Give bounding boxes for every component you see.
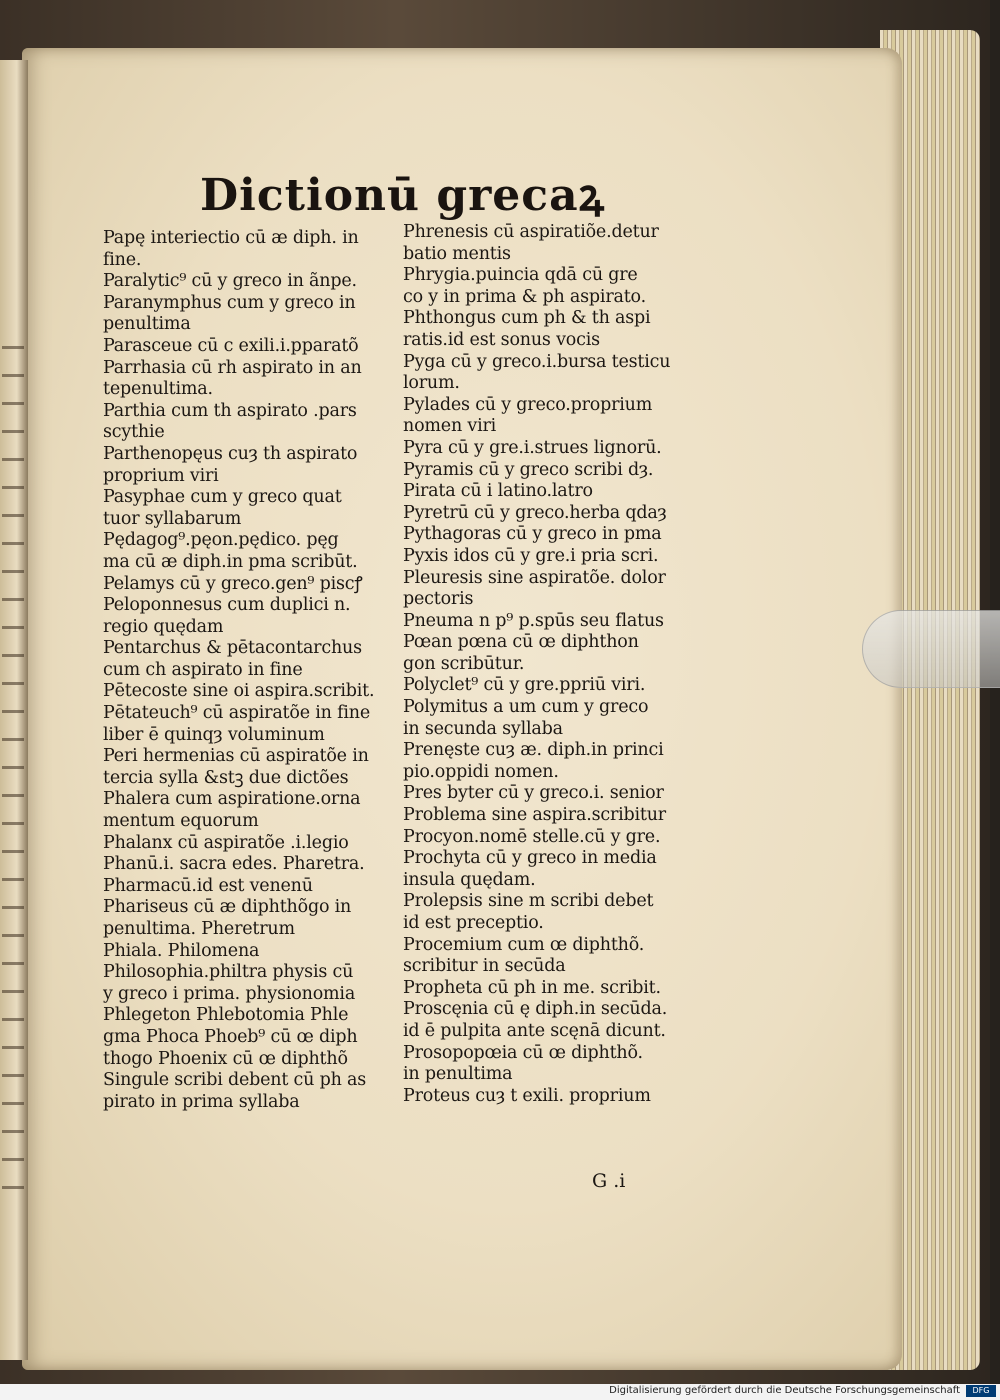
signature-mark: G .i xyxy=(592,1170,626,1192)
text-line: batio mentis xyxy=(403,243,511,264)
text-line: Pharmacū.id est venenū xyxy=(103,875,313,896)
text-line: in secunda syllaba xyxy=(403,718,563,739)
text-line: Phrenesis cū aspiratiõe.detur xyxy=(403,222,659,242)
text-line: Prosopopœia cū œ diphthõ. xyxy=(403,1042,643,1063)
text-line: Pētateuch⁹ cū aspiratõe in fine xyxy=(103,703,370,724)
text-line: Phrygia.puincia qdā cū gre xyxy=(403,265,638,286)
text-line: lorum. xyxy=(403,373,460,394)
text-line: Pentarchus & pētacontarchus xyxy=(103,638,362,659)
text-line: tuor syllabarum xyxy=(103,508,242,529)
text-line: Pędagog⁹.pęon.pędico. pęg xyxy=(103,530,339,551)
facing-page-text xyxy=(2,330,24,1190)
text-line: in penultima xyxy=(403,1064,513,1085)
text-line: Peloponnesus cum duplici n. xyxy=(103,595,351,616)
text-line: fine. xyxy=(103,249,142,270)
text-line: Procyon.nomē stelle.cū y gre. xyxy=(403,826,661,847)
text-line: regio quędam xyxy=(103,616,224,637)
text-line: penultima. Pheretrum xyxy=(103,919,295,939)
text-line: gon scribūtur. xyxy=(403,653,525,674)
text-line: Paralytic⁹ cū y greco in ãnpe. xyxy=(103,271,357,292)
text-line: co y in prima & ph aspirato. xyxy=(403,286,646,307)
page-title: Dictionū grecaꝝ xyxy=(200,170,606,221)
text-line: Singule scribi debent cū ph as xyxy=(103,1070,367,1091)
text-line: thogo Phoenix cū œ diphthõ xyxy=(103,1048,348,1069)
facing-page-edge xyxy=(0,60,28,1360)
text-line: liber ē quinqȝ voluminum xyxy=(103,724,325,745)
text-line: Pyra cū y gre.i.strues lignorū. xyxy=(403,437,662,458)
text-line: Parthenopęus cuȝ th aspirato xyxy=(103,443,358,464)
page-clip xyxy=(862,610,1000,688)
text-line: nomen viri xyxy=(403,416,497,437)
text-line: pectoris xyxy=(403,589,474,610)
text-line: Pylades cū y greco.proprium xyxy=(403,394,653,415)
text-line: Prenęste cuȝ æ. diph.in princi xyxy=(403,740,664,761)
text-line: tepenultima. xyxy=(103,379,213,400)
text-line: cum ch aspirato in fine xyxy=(103,659,303,680)
text-line: ma cū æ diph.in pma scribūt. xyxy=(103,551,358,572)
right-column xyxy=(403,222,703,1107)
text-line: Phariseus cū æ diphthõgo in xyxy=(103,897,352,918)
funding-footer: Digitalisierung gefördert durch die Deutsche Forschungsgemeinschaft xyxy=(609,1385,960,1396)
text-line: Pētecoste sine oi aspira.scribit. xyxy=(103,681,375,702)
text-line: Procemium cum œ diphthõ. xyxy=(403,934,645,955)
text-line: scythie xyxy=(103,422,165,443)
text-line: Pœan pœna cū œ diphthon xyxy=(403,632,639,653)
text-line: Phanū.i. sacra edes. Pharetra. xyxy=(103,854,365,875)
text-line: Polyclet⁹ cū y gre.ppriū viri. xyxy=(403,675,646,696)
text-line: pirato in prima syllaba xyxy=(103,1091,300,1112)
text-line: Polymitus a um cum y greco xyxy=(403,697,649,718)
text-line: Proteus cuȝ t exili. proprium xyxy=(403,1085,651,1106)
text-line: mentum equorum xyxy=(103,811,259,832)
text-line: Papę interiectio cū æ diph. in xyxy=(103,228,359,248)
text-line: Pleuresis sine aspiratõe. dolor xyxy=(403,567,666,588)
text-line: Pres byter cū y greco.i. senior xyxy=(403,783,664,804)
text-line: Parasceue cū c exili.i.pparatõ xyxy=(103,335,359,356)
text-line: Pneuma n p⁹ p.spūs seu flatus xyxy=(403,610,664,631)
text-line: insula quędam. xyxy=(403,869,536,890)
text-line: Pyga cū y greco.i.bursa testicu xyxy=(403,351,671,372)
text-line: id est preceptio. xyxy=(403,913,544,933)
text-line: Phalera cum aspiratione.orna xyxy=(103,789,361,810)
text-line: Pelamys cū y greco.gen⁹ piscꝭ xyxy=(103,573,363,594)
text-line: pio.oppidi nomen. xyxy=(403,761,559,782)
text-line: Pyramis cū y greco scribi dȝ. xyxy=(403,459,654,480)
text-line: Pyxis idos cū y gre.i pria scri. xyxy=(403,545,659,566)
text-line: Phiala. Philomena xyxy=(103,940,260,961)
left-column xyxy=(103,228,403,1113)
text-line: Proscęnia cū ę diph.in secūda. xyxy=(403,999,668,1020)
text-line: Phalanx cū aspiratõe .i.legio xyxy=(103,832,349,853)
text-line: Pasyphae cum y greco quat xyxy=(103,487,342,508)
text-line: Pythagoras cū y greco in pma xyxy=(403,524,662,545)
text-line: Pirata cū i latino.latro xyxy=(403,481,593,502)
text-line: Parthia cum th aspirato .pars xyxy=(103,400,357,421)
text-line: tercia sylla &stꝫ due dictões xyxy=(103,767,349,788)
text-line: Pyretrū cū y greco.herba qdaȝ xyxy=(403,502,667,523)
text-line: proprium viri xyxy=(103,465,219,486)
text-line: Paranymphus cum y greco in xyxy=(103,292,356,313)
text-line: gma Phoca Phoeb⁹ cū œ diph xyxy=(103,1026,358,1047)
text-line: ratis.id est sonus vocis xyxy=(403,329,600,350)
text-line: Prolepsis sine m scribi debet xyxy=(403,891,654,912)
text-line: Phlegeton Phlebotomia Phle xyxy=(103,1005,349,1026)
text-line: scribitur in secūda xyxy=(403,956,566,977)
text-line: Propheta cū ph in me. scribit. xyxy=(403,977,661,998)
text-line: Peri hermenias cū aspiratõe in xyxy=(103,746,369,767)
text-line: penultima xyxy=(103,314,191,335)
text-line: Phthongus cum ph & th aspi xyxy=(403,308,651,329)
text-line: id ē pulpita ante scęnā dicunt. xyxy=(403,1020,666,1041)
dfg-logo: DFG xyxy=(966,1385,996,1397)
text-line: Parrhasia cū rh aspirato in an xyxy=(103,357,362,378)
text-line: y greco i prima. physionomia xyxy=(103,983,356,1004)
text-line: Problema sine aspira.scribitur xyxy=(403,805,666,826)
text-line: Prochyta cū y greco in media xyxy=(403,848,657,869)
text-line: Philosophia.philtra physis cū xyxy=(103,962,354,983)
